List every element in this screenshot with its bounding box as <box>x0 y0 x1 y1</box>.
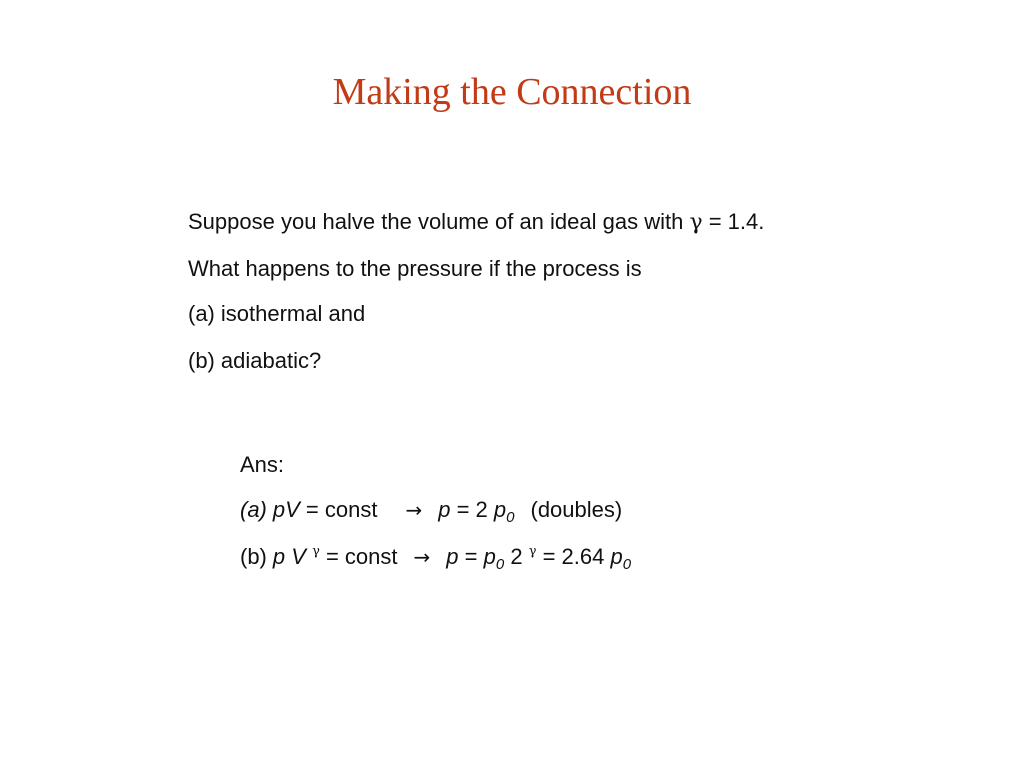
answer-a-rhs-eq: = 2 <box>450 497 494 522</box>
arrow-icon: → <box>405 498 423 522</box>
answer-b-rhs-sub: 0 <box>495 556 505 573</box>
answer-b-lhs-V: V <box>291 544 306 569</box>
slide-title: Making the Connection <box>332 71 692 113</box>
answer-a-lhs-rest: = const <box>299 497 378 522</box>
answer-a-rhs-var: p <box>438 497 451 522</box>
answer-b-rhs-sub-final: 0 <box>622 556 632 573</box>
question-line-2: What happens to the pressure if the process is <box>188 256 642 281</box>
gamma-symbol: γ <box>689 210 703 235</box>
answer-a-note: (doubles) <box>530 497 623 522</box>
answer-b-rhs-eq: = <box>458 544 484 569</box>
answer-b-rhs-eq2: = 2.64 <box>536 544 611 569</box>
answer-b-lhs-rest: = const <box>319 544 398 569</box>
answer-b-rhs-sup: γ <box>528 544 537 559</box>
answer-b-lhs-sup: γ <box>312 544 320 559</box>
question-line-1-end: = 1.4. <box>702 209 765 234</box>
question-option-a <box>188 303 365 325</box>
answer-b-rhs-p-final: p <box>610 544 623 569</box>
option-a-marker: (a) <box>188 301 215 326</box>
answer-heading: Ans: <box>240 452 285 477</box>
option-a-text: isothermal and <box>220 301 366 326</box>
answer-a-rhs-p: p <box>493 497 507 522</box>
question-option-b <box>188 350 321 372</box>
answer-a-lhs-var: pV <box>272 497 300 522</box>
answer-a <box>240 499 622 525</box>
question-line-1 <box>188 211 764 234</box>
answer-b-lhs-p: p <box>272 544 286 569</box>
answer-a-marker: (a) <box>240 497 267 522</box>
answer-a-rhs-sub: 0 <box>506 509 515 526</box>
option-b-marker: (b) <box>188 348 215 373</box>
answer-b-rhs-p0: p <box>483 544 496 569</box>
answer-b-rhs-two: 2 <box>504 544 523 569</box>
option-b-text: adiabatic? <box>220 348 322 373</box>
arrow-icon: → <box>413 545 431 569</box>
answer-b-marker: (b) <box>240 544 267 569</box>
answer-b <box>240 545 631 572</box>
question-line-1-start: Suppose you halve the volume of an ideal gas with <box>188 209 690 234</box>
answer-b-rhs-var: p <box>446 544 459 569</box>
